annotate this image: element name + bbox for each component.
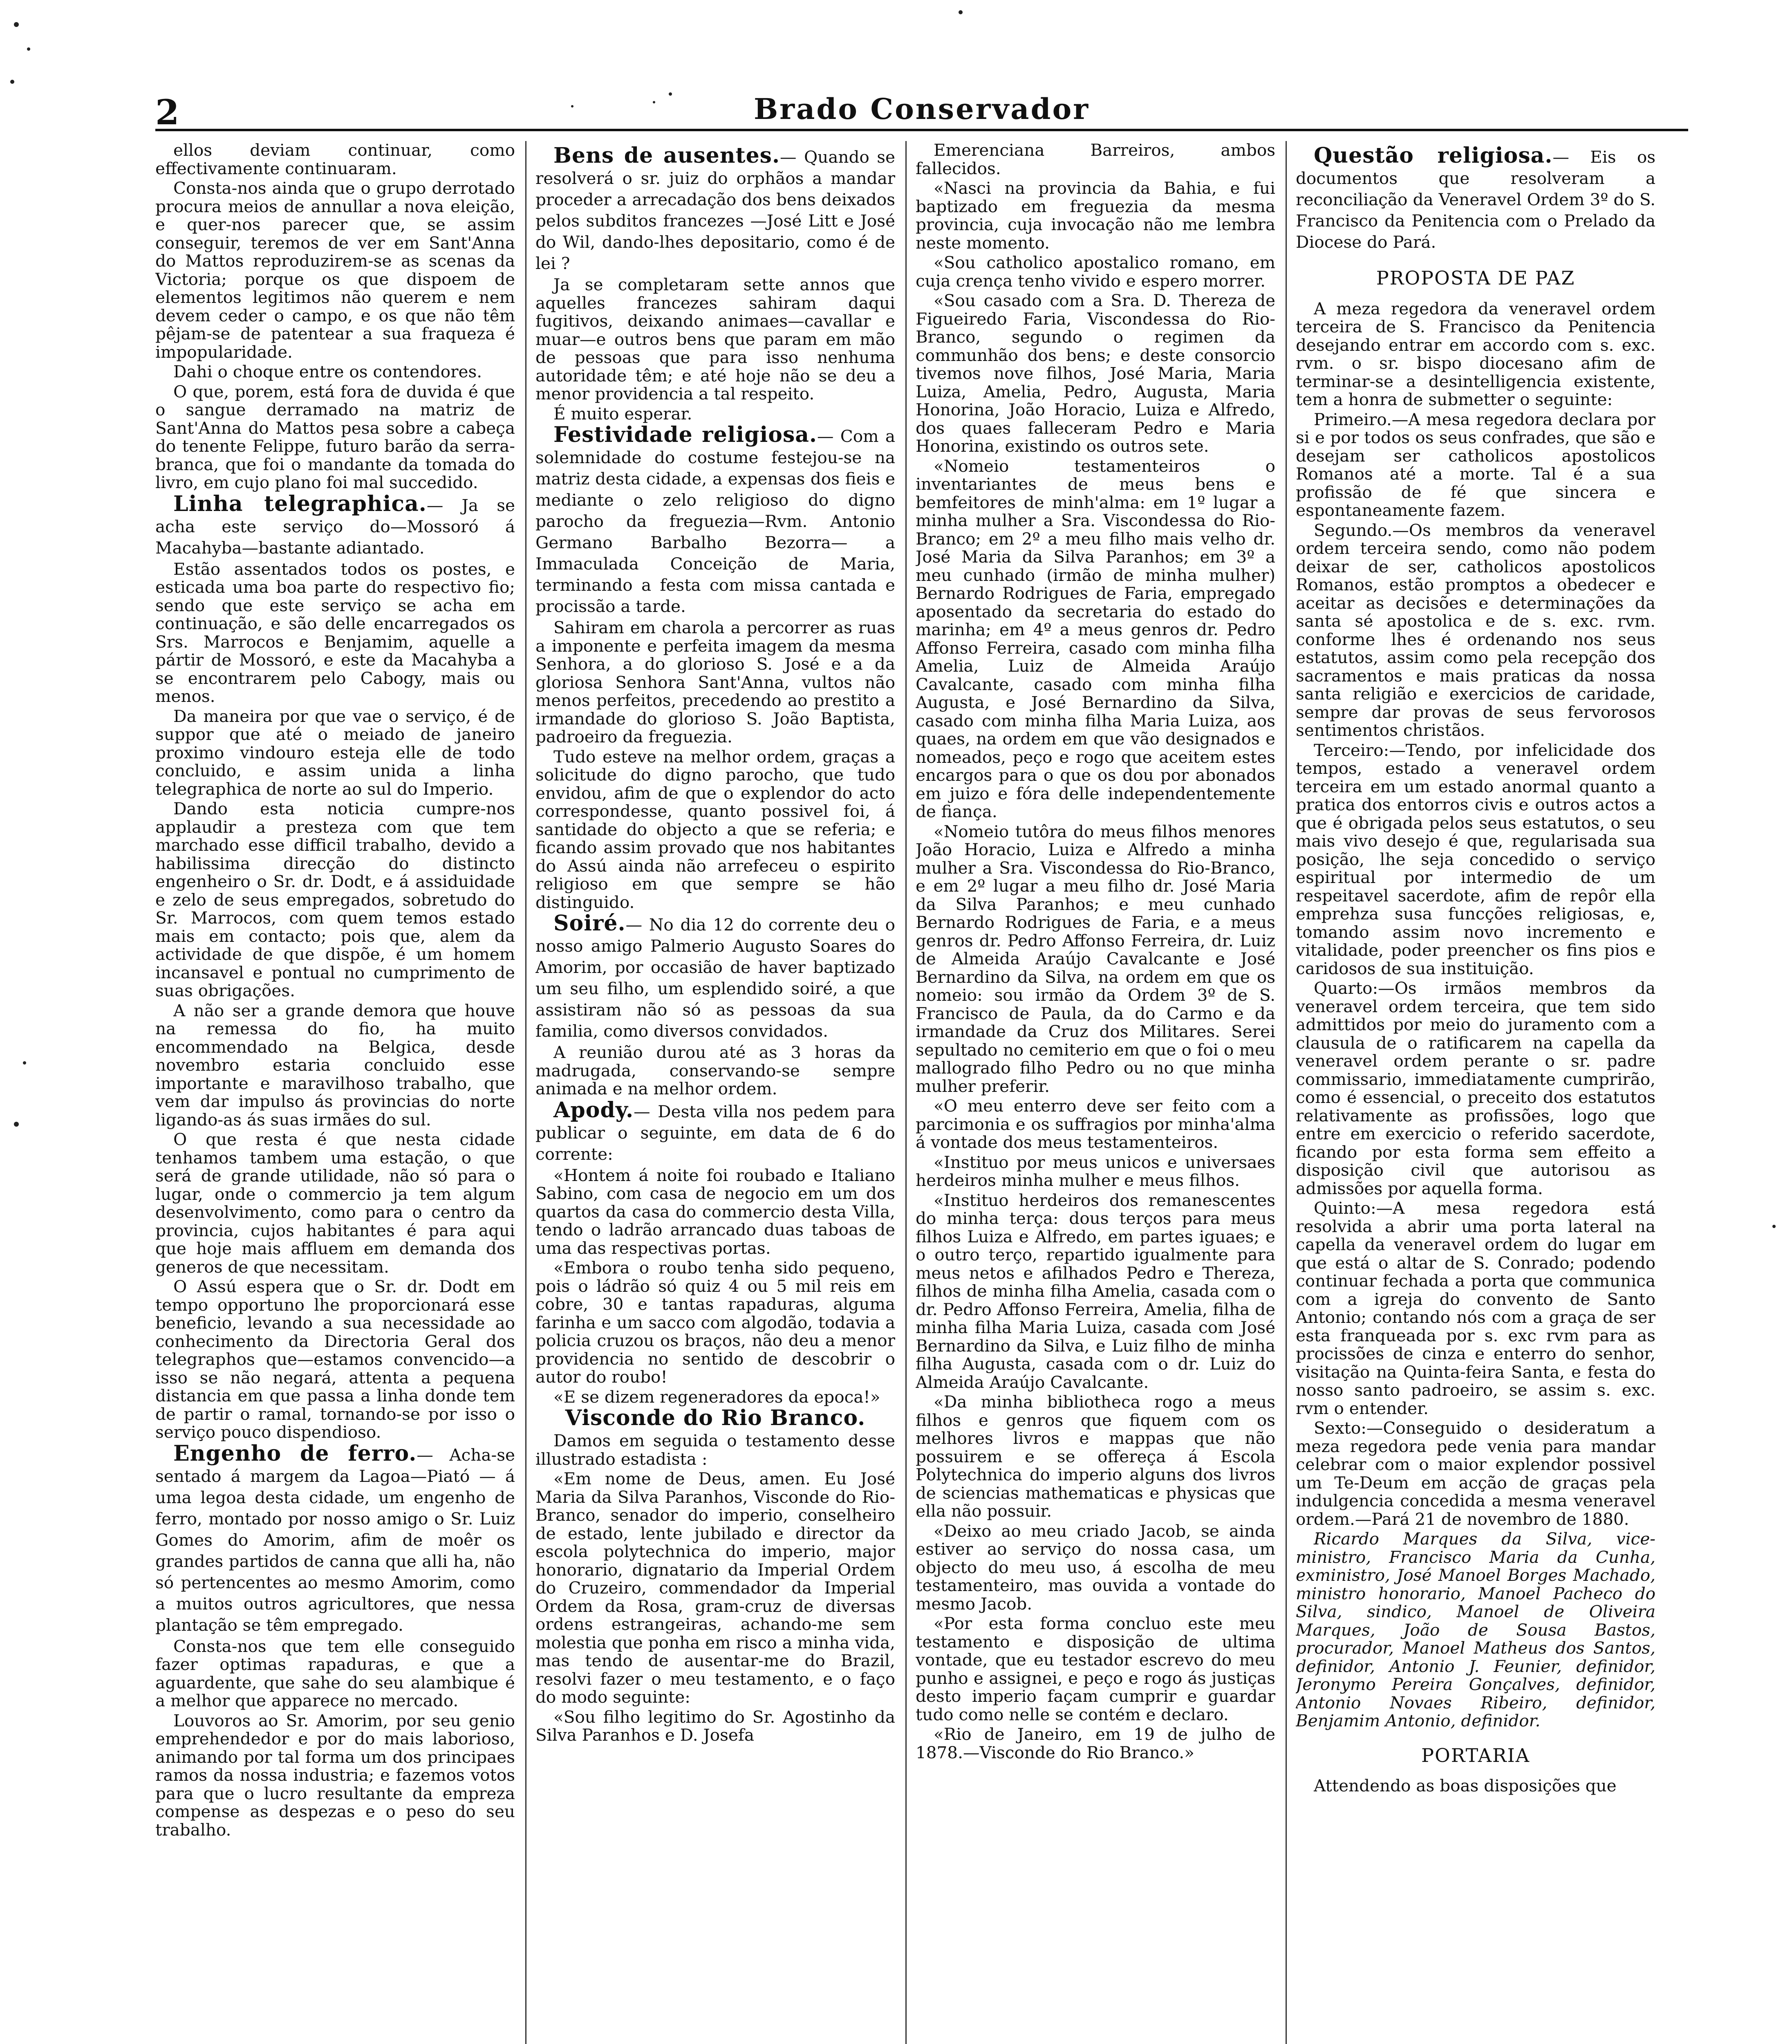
paragraph: Tudo esteve na melhor ordem, graças a solicitude do digno parocho, que tudo envidou, afim de que o explendor do acto correspondesse, quanto possivel foi, á santidade do objecto a que se referia; e ficando assim provado que nos habitantes do Assú ainda não arrefeceu o espirito religioso em que sempre se hão distinguido. bbox=[535, 746, 895, 912]
paragraph: «Instituo por meus unicos e universaes herdeiros minha mulher e meus filhos. bbox=[916, 1152, 1275, 1190]
paragraph: O que resta é que nesta cidade tenhamos tambem uma estação, o que será de grande utilidade, não só para o lugar, onde o commercio ja tem algum desenvolvimento, como para o centro da provincia, cujos habitantes é para aqui que hoje mais affluem em demanda dos generos de que necessitam. bbox=[155, 1130, 515, 1277]
paragraph: «Em nome de Deus, amen. Eu José Maria da Silva Paranhos, Visconde do Rio-Branco, senador do imperio, conselheiro de estado, lente jubilado e director da escola polytechnica do imperio, major honorario, dignatario da Imperial Ordem do Cruzeiro, commendador da Imperial Ordem da Rosa, gram-cruz de diversas ordens estrangeiras, achando-me sem molestia que ponha em risco a minha vida, mas tendo de ausentar-me do Brazil, resolvi fazer o meu testamento, e o faço do modo seguinte: bbox=[535, 1469, 895, 1707]
section-apody bbox=[535, 1097, 895, 1165]
section-visconde-do-rio-branco bbox=[535, 1407, 895, 1430]
masthead-title: Brado Conservador bbox=[753, 92, 1090, 126]
paragraph: A meza regedora da veneravel ordem terceira de S. Francisco da Penitencia desejando entrar em accordo com s. exc. rvm. o sr. bispo diocesano afim de terminar-se a desintelligencia existente, tem a honra de submetter o seguinte: bbox=[1296, 298, 1655, 409]
paragraph: «Da minha bibliotheca rogo a meus filhos e genros que fiquem com os melhores livros e mappas que não possuirem e se offereça á Escola Polytechnica do imperio alguns dos livros de sciencias mathematicas e physicas que ella não possuir. bbox=[916, 1392, 1275, 1521]
paragraph: «Instituo herdeiros dos remanescentes do minha terça: dous terços para meus filhos Luiza e Alfredo, em partes iguaes; e o outro terço, repartido igualmente para meus netos e afilhados Pedro e Thereza, filhos de minha filha Amelia, casada com o dr. Pedro Affonso Ferreira, Amelia, filha de minha filha Maria Luiza, casada com José Bernardino da Silva, e Luiz filho de minha filha Augusta, casada com o dr. Luiz do Almeida Araújo Cavalcante. bbox=[916, 1190, 1275, 1392]
column-divider bbox=[905, 141, 907, 2044]
paragraph: «O meu enterro deve ser feito com a parcimonia e os suffragios por minha'alma á vontade dos meus testamenteiros. bbox=[916, 1096, 1275, 1152]
section-lead: — Acha-se sentado á margem da Lagoa—Piató — á uma legoa desta cidade, um engenho de ferro, montado por nosso amigo o Sr. Luiz Gomes do Amorim, afim de moêr os grandes partidos de canna que alli ha, não só pertencentes ao mesmo Amorim, como a muitos outros agricultores, que nessa plantação se têm empregado. bbox=[155, 1445, 515, 1635]
section-lead: — Com a solemnidade do costume festejou-se na matriz desta cidade, a expensas dos fieis e mediante o zelo religioso do digno parocho da freguezia—Rvm. Antonio Germano Barbalho Bezorra— a Immaculada Conceição de Maria, terminando a festa com missa cantada e procissão a tarde. bbox=[535, 426, 895, 616]
section-lead: — Quando se resolverá o sr. juiz do orphãos a mandar proceder a arrecadação dos bens deixados pelos subditos francezes —José Litt e José do Wil, dando-lhes depositario, como é de lei ? bbox=[535, 147, 895, 273]
paragraph: «Nomeio tutôra do meus filhos menores João Horacio, Luiza e Alfredo a minha mulher a Sra. Viscondessa do Rio-Branco, e em 2º lugar a meu filho dr. José Maria da Silva Paranhos; e meu cunhado Bernardo Rodrigues de Faria, e a meus genros dr. Pedro Affonso Ferreira, dr. Luiz de Almeida Araújo Cavalcante e José Bernardino da Silva, na ordem em que os nomeio: sou irmão da Ordem 3º de S. Francisco de Paula, da do Carmo e da irmandade da Cruz dos Militares. Serei sepultado no cemiterio em que o foi o meu mallogrado filho Pedro ou no que minha mulher preferir. bbox=[916, 821, 1275, 1096]
subheading-proposta-de-paz: PROPOSTA DE PAZ bbox=[1376, 267, 1575, 289]
paragraph: Dando esta noticia cumpre-nos applaudir a presteza com que tem marchado esse difficil trabalho, devido a habilissima direcção do distincto engenheiro o Sr. dr. Dodt, e á assiduidade e zelo de seus empregados, sobretudo do Sr. Marrocos, com quem temos estado mais em contacto; pois que, alem da actividade de que dispõe, é um homem incansavel e pontual no cumprimento de suas obrigações. bbox=[155, 799, 515, 1000]
paragraph: Attendendo as boas disposições que bbox=[1314, 1776, 1617, 1795]
subheading-portaria: PORTARIA bbox=[1421, 1744, 1530, 1766]
paragraph: «Sou catholico apostalico romano, em cuja crença tenho vivido e espero morrer. bbox=[916, 253, 1275, 291]
column-divider bbox=[1286, 141, 1287, 2044]
section-heading: Festividade religiosa. bbox=[553, 422, 818, 447]
paragraph: Damos em seguida o testamento desse illustrado estadista : bbox=[535, 1431, 895, 1469]
paragraph: Segundo.—Os membros da veneravel ordem terceira sendo, como não podem deixar de ser, catholicos apostolicos Romanos, estão promptos a obedecer e aceitar as decisões e determinações da santa sé apostolica e de s. exc. rvm. conforme lhes é ordenando nos seus estatutos, assim como pela recepção dos sacramentos e mais praticas da nossa santa religião e exercicios de caridade, sempre dar provas de seus fervorosos sentimentos christãos. bbox=[1296, 520, 1655, 740]
section-heading: Visconde do Rio Branco. bbox=[565, 1405, 866, 1430]
column-2 bbox=[535, 141, 895, 2044]
paragraph: Louvoros ao Sr. Amorim, por seu genio emprehendedor e por do mais laborioso, animando por tal forma um dos principaes ramos da nossa industria; e fazemos votos para que o lucro resultante da empreza compense as despezas e o peso do seu trabalho. bbox=[155, 1710, 515, 1840]
paragraph: Primeiro.—A mesa regedora declara por si e por todos os seus confrades, que são e desejam ser catholicos apostolicos Romanos até a morte. Tal é a sua profissão de fé que sincera e espontaneamente fazem. bbox=[1296, 409, 1655, 520]
paragraph: Quarto:—Os irmãos membros da veneravel ordem terceira, que tem sido admittidos por meio do juramento com a clausula de o ratificarem na capella da veneravel ordem perante o sr. padre commissario, immediatamente cumprirão, como é essencial, o preceito dos estatutos relativamente as profissões, logo que entre em exercicio o referido sacerdote, ficando por esta forma sem effeito a disposição civil que autorisou as admissões por aquella forma. bbox=[1296, 978, 1655, 1198]
section-linha-telegraphica bbox=[155, 493, 515, 558]
column-divider bbox=[525, 141, 526, 2044]
paragraph: É muito esperar. bbox=[553, 403, 692, 424]
paragraph: «Nasci na provincia da Bahia, e fui baptizado em freguezia da mesma provincia, cuja invocação não me lembra neste momento. bbox=[916, 178, 1275, 253]
paragraph: Emerenciana Barreiros, ambos fallecidos. bbox=[916, 141, 1275, 178]
page-header bbox=[155, 92, 1688, 131]
paragraph: «Deixo ao meu criado Jacob, se ainda estiver ao serviço do nossa casa, um objecto do meu uso, á escolha de meu testamenteiro, mas ouvida a vontade do mesmo Jacob. bbox=[916, 1521, 1275, 1614]
section-lead: — No dia 12 do corrente deu o nosso amigo Palmerio Augusto Soares do Amorim, por occasião de haver baptizado um seu filho, um esplendido soiré, a que assistiram não só as pessoas da sua familia, como diversos convidados. bbox=[535, 915, 895, 1041]
paragraph: Estão assentados todos os postes, e esticada uma boa parte do respectivo fio; sendo que este serviço se acha em continuação, e são delle encarregados os Srs. Marrocos e Benjamim, aquelle a pártir de Mossoró, e este da Macahyba a se encontrarem pelo Cabogy, mais ou menos. bbox=[155, 559, 515, 706]
column-1 bbox=[155, 141, 515, 2044]
column-3 bbox=[916, 141, 1275, 2044]
paragraph: Dahi o choque entre os contendores. bbox=[173, 362, 482, 381]
section-festividade-religiosa bbox=[535, 424, 895, 617]
paragraph: «Sou casado com a Sra. D. Thereza de Figueiredo Faria, Viscondessa do Rio-Branco, segundo o regimen da communhão dos bens; e deste consorcio tivemos nove filhos, José Maria, Maria Luiza, Amelia, Pedro, Augusta, Maria Honorina, João Horacio, Luiza e Alfredo, dos quaes falleceram Pedro e Maria Honorina, existindo os outros sete. bbox=[916, 291, 1275, 456]
section-heading: Linha telegraphica. bbox=[173, 491, 427, 516]
section-lead: — Ja se acha este serviço do—Mossoró á Macahyba—bastante adiantado. bbox=[155, 495, 515, 558]
section-heading: Engenho de ferro. bbox=[173, 1441, 417, 1466]
section-heading: Questão religiosa. bbox=[1314, 143, 1553, 168]
section-heading: Bens de ausentes. bbox=[553, 143, 780, 168]
section-bens-de-ausentes bbox=[535, 145, 895, 274]
section-heading: Apody. bbox=[553, 1097, 634, 1123]
paragraph: «Nomeio testamenteiros o inventariantes de meus bens e bemfeitores de minh'alma: em 1º lugar a minha mulher a Sra. Viscondessa do Rio-Branco; em 2º a meu filho mais velho dr. José Maria da Silva Paranhos; em 3º a meu cunhado (irmão de minha mulher) Bernardo Rodrigues de Faria, empregado aposentado da secretaria do estado do marinha; em 4º a meus genros dr. Pedro Affonso Ferreira, casado com minha filha Amelia, Luiz de Almeida Araújo Cavalcante, casado com minha filha Augusta, e José Bernardino da Silva, casado com minha filha Maria Luiza, aos quaes, na ordem em que vão designados e nomeados, peço e rogo que aceitem estes encargos para o que os dou por abonados em juizo e fóra delle independentemente de fiança. bbox=[916, 456, 1275, 821]
paragraph: ellos deviam continuar, como effectivamente continuaram. bbox=[155, 141, 515, 178]
paragraph: «E se dizem regeneradores da epoca!» bbox=[553, 1387, 880, 1407]
paragraph: «Hontem á noite foi roubado e Italiano Sabino, com casa de negocio em um dos quartos da casa do commercio desta Villa, tendo o ladrão arrancado duas taboas de uma das respectivas portas. bbox=[535, 1165, 895, 1258]
section-heading: Soiré. bbox=[553, 911, 626, 936]
paragraph: Consta-nos que tem elle conseguido fazer optimas rapaduras, e que a aguardente, que sahe do seu alambique é a melhor que apparece no mercado. bbox=[155, 1636, 515, 1710]
paragraph: «Rio de Janeiro, em 19 de julho de 1878.—Visconde do Rio Branco.» bbox=[916, 1724, 1275, 1762]
paragraph: Terceiro:—Tendo, por infelicidade dos tempos, estado a veneravel ordem terceira em um estado anormal quanto a pratica dos entorros civis e outros actos a que é obrigada pelos seus estatutos, o seu mais vivo desejo é que, regularisada sua posição, lhe seja concedido o serviço espiritual por intermedio de um respeitavel sacerdote, afim de repôr ella emprehza susa funcções religiosas, e, tomando assim novo incremento e vitalidade, poder preencher os fins pios e caridosos de sua instituição. bbox=[1296, 740, 1655, 978]
paragraph: Sahiram em charola a percorrer as ruas a imponente e perfeita imagem da mesma Senhora, a do glorioso S. José e a da gloriosa Senhora Sant'Anna, vultos não menos perfeitos, precedendo ao prestito a irmandade do glorioso S. João Baptista, padroeiro da freguezia. bbox=[535, 618, 895, 746]
section-engenho-de-ferro bbox=[155, 1443, 515, 1636]
section-lead: — Desta villa nos pedem para publicar o seguinte, em data de 6 do corrente: bbox=[535, 1101, 895, 1164]
paragraph: A não ser a grande demora que houve na remessa do fio, ha muito encommendado na Belgica, desde novembro estaria concluido esse importante e maravilhoso trabalho, que vem dar impulso ás provincias do norte ligando-as ás suas irmães do sul. bbox=[155, 1000, 515, 1130]
article-columns bbox=[155, 141, 1692, 2044]
paragraph: O Assú espera que o Sr. dr. Dodt em tempo opportuno lhe proporcionará esse beneficio, levando a sua necessidade ao conhecimento da Directoria Geral dos telegraphos que—estamos convencido—a isso se não negará, attenta a pequena distancia em que passa a linha donde tem de partir o ramal, tornando-se por isso o serviço pouco dispendioso. bbox=[155, 1277, 515, 1442]
section-questao-religiosa bbox=[1296, 145, 1655, 253]
paragraph: Ja se completaram sette annos que aquelles francezes sahiram daqui fugitivos, deixando animaes—cavallar e muar—e outros bens que param em mão de pessoas que para isso nenhuma autoridade têm; e até hoje não se deu a menor providencia a tal respeito. bbox=[535, 275, 895, 403]
paragraph: A reunião durou até as 3 horas da madrugada, conservando-se sempre animada e na melhor ordem. bbox=[535, 1042, 895, 1098]
paragraph: Quinto:—A mesa regedora está resolvida a abrir uma porta lateral na capella da veneravel ordem do lugar em que está o altar de S. Conrado; podendo continuar fechada a porta que communica com a igreja do convento de Santo Antonio; contando nós com a graça de ser esta franqueada por s. exc rvm para as procissões de cinza e enterro do senhor, visitação na Quinta-feira Santa, e festa do nosso santo padroeiro, se assim s. exc. rvm o entender. bbox=[1296, 1198, 1655, 1418]
signatures: Ricardo Marques da Silva, vice-ministro, Francisco Maria da Cunha, exministro, José Manoel Borges Machado, ministro honorario, Manoel Pacheco do Silva, sindico, Manoel de Oliveira Marques, João de Sousa Bastos, procurador, Manoel Matheus dos Santos, definidor, Antonio J. Feunier, definidor, Jeronymo Pereira Gonçalves, definidor, Antonio Novaes Ribeiro, definidor, Benjamim Antonio, definidor. bbox=[1296, 1529, 1655, 1730]
paragraph: Sexto:—Conseguido o desideratum a meza regedora pede venia para mandar celebrar com o maior explendor possivel um Te-Deum em acção de graças pela indulgencia concedida a mesma veneravel ordem.—Pará 21 de novembro de 1880. bbox=[1296, 1418, 1655, 1529]
paragraph: O que, porem, está fora de duvida é que o sangue derramado na matriz de Sant'Anna do Mattos pesa sobre a cabeça do tenente Felippe, futuro barão da serra-branca, que foi o mandante da tomada do livro, em cujo plano foi mal succedido. bbox=[155, 381, 515, 492]
section-lead: — Eis os documentos que resolveram a reconciliação da Veneravel Ordem 3º do S. Francisco da Penitencia com o Prelado da Diocese do Pará. bbox=[1296, 147, 1655, 252]
section-soire bbox=[535, 913, 895, 1042]
page-number: 2 bbox=[155, 92, 179, 132]
paragraph: «Sou filho legitimo do Sr. Agostinho da Silva Paranhos e D. Josefa bbox=[535, 1707, 895, 1745]
paragraph: Consta-nos ainda que o grupo derrotado procura meios de annullar a nova eleição, e quer-nos parecer que, se assim conseguir, teremos de ver em Sant'Anna do Mattos reproduzirem-se as scenas da Victoria; porque os que dispoem de elementos legitimos não querem e nem devem ceder o campo, e os que não têm pêjam-se de patentear a sua fraqueza é impopularidade. bbox=[155, 178, 515, 362]
paragraph: «Por esta forma concluo este meu testamento e disposição de ultima vontade, que eu testador escrevo do meu punho e assignei, e peço e rogo ás justiças desto imperio façam cumprir e guardar tudo como nelle se contém e declaro. bbox=[916, 1614, 1275, 1724]
paragraph: Da maneira por que vae o serviço, é de suppor que até o meiado de janeiro proximo vindouro esteja elle de todo concluido, e assim unida a linha telegraphica de norte ao sul do Imperio. bbox=[155, 706, 515, 799]
column-4 bbox=[1296, 141, 1655, 2044]
paragraph: «Embora o roubo tenha sido pequeno, pois o ládrão só quiz 4 ou 5 mil reis em cobre, 30 e tantas rapaduras, alguma farinha e um sacco com algodão, todavia a policia cruzou os braços, não deu a menor providencia no sentido de descobrir o autor do roubo! bbox=[535, 1258, 895, 1387]
